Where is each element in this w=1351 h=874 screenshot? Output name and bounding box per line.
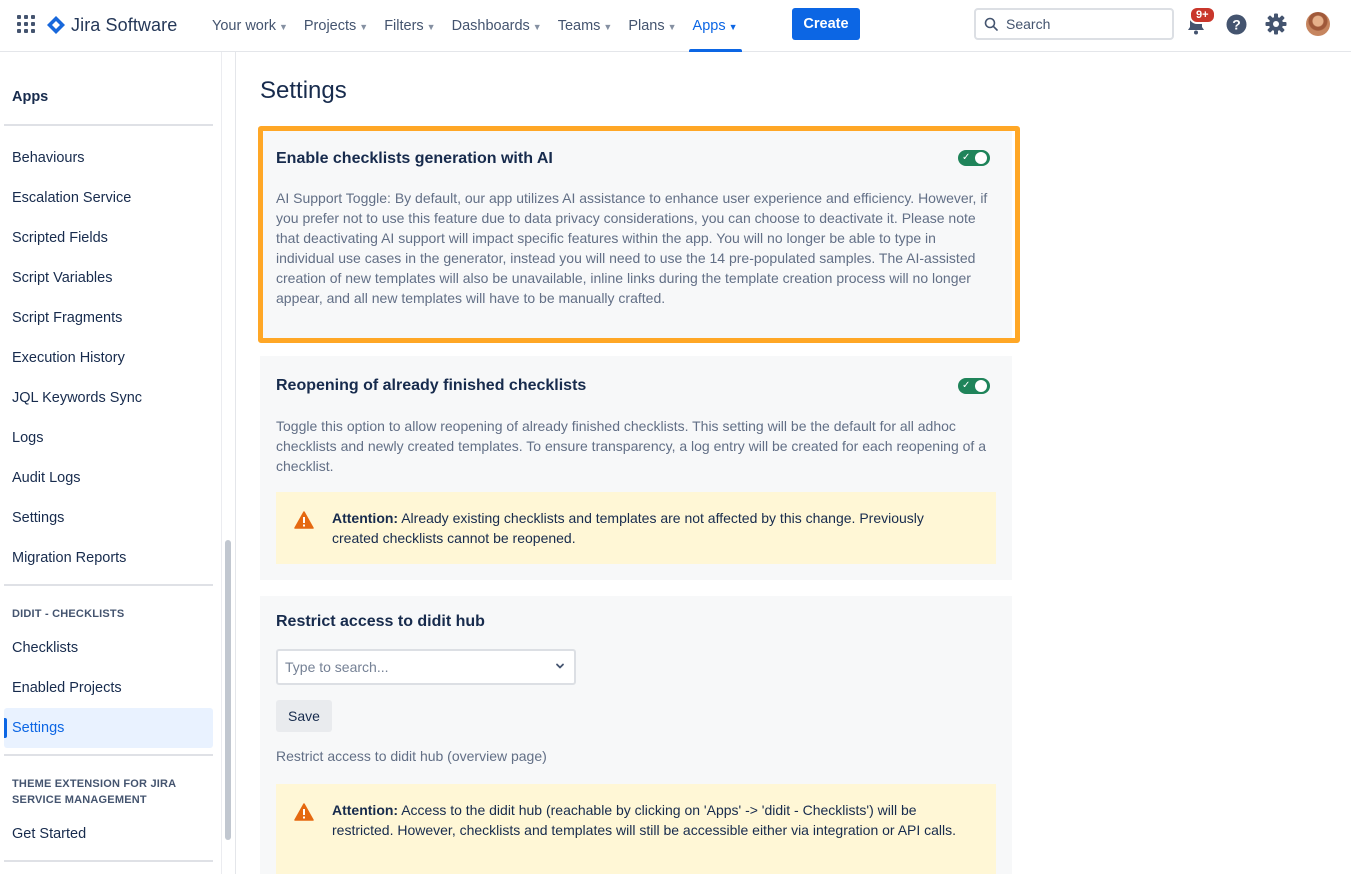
nav-filters[interactable] xyxy=(378,0,441,52)
check-icon: ✓ xyxy=(962,380,971,391)
restrict-access-card xyxy=(260,596,1012,874)
sidebar-divider xyxy=(4,860,213,862)
sidebar-item-script-fragments[interactable]: Script Fragments xyxy=(12,310,123,326)
sidebar-item-didit-settings[interactable]: Settings xyxy=(4,708,213,748)
chevron-down-icon xyxy=(555,661,565,671)
reopen-toggle[interactable] xyxy=(958,378,990,394)
sidebar-group-didit: DIDIT - CHECKLISTS xyxy=(12,608,125,620)
check-icon: ✓ xyxy=(962,152,971,163)
restrict-attention-banner xyxy=(276,784,996,874)
nav-label: Projects xyxy=(303,18,357,34)
user-avatar[interactable] xyxy=(1306,12,1330,36)
sidebar-item-audit-logs[interactable]: Audit Logs xyxy=(12,470,81,486)
chevron-down-icon: ▼ xyxy=(426,22,436,32)
sidebar-group-theme-extension: THEME EXTENSION FOR JIRA SERVICE MANAGEMENT xyxy=(12,778,176,806)
restrict-user-select[interactable] xyxy=(276,649,576,685)
chevron-down-icon: ▼ xyxy=(667,22,677,32)
sidebar-scrollbar[interactable] xyxy=(225,540,231,840)
sidebar-scroll-track xyxy=(221,52,222,874)
attention-message: Already existing checklists and templates are not affected by this change. Previously created checklists cannot be reopened. xyxy=(332,510,924,546)
sidebar-item-settings[interactable]: Settings xyxy=(12,510,65,526)
sidebar-item-enabled-projects[interactable]: Enabled Projects xyxy=(12,680,122,696)
primary-nav xyxy=(206,0,748,52)
nav-label: Dashboards xyxy=(451,18,530,34)
top-navigation xyxy=(0,0,1351,52)
nav-label: Apps xyxy=(692,18,726,34)
reopen-attention-banner xyxy=(276,492,996,564)
brand-name: Jira Software xyxy=(71,14,178,35)
notifications-badge: 9+ xyxy=(1189,6,1216,24)
jira-diamond-icon xyxy=(47,16,65,34)
save-button[interactable]: Save xyxy=(276,700,332,732)
nav-your-work[interactable] xyxy=(206,0,294,52)
sidebar-item-behaviours[interactable]: Behaviours xyxy=(12,150,85,166)
sidebar-divider xyxy=(4,584,213,586)
select-placeholder: Type to search... xyxy=(285,659,389,675)
search-input[interactable] xyxy=(1006,16,1156,32)
chevron-down-icon: ▼ xyxy=(603,22,613,32)
reopen-card-description: Toggle this option to allow reopening of already finished checklists. This setting will be the default for all adhoc checklists and newly created templates. To ensure transparency, a log entry will be created for each reopening of a checklist. xyxy=(276,418,986,474)
sidebar-item-logs[interactable]: Logs xyxy=(12,430,44,446)
reopen-checklists-card xyxy=(260,356,1012,580)
toggle-knob xyxy=(975,380,987,392)
app-switcher-icon[interactable] xyxy=(17,15,35,33)
jira-logo[interactable] xyxy=(47,13,177,37)
nav-label: Plans xyxy=(628,18,665,34)
sidebar-item-migration-reports[interactable]: Migration Reports xyxy=(12,550,127,566)
ai-card-title: Enable checklists generation with AI xyxy=(276,150,553,167)
ai-card-description: AI Support Toggle: By default, our app utilizes AI assistance to enhance user experience and efficiency. However, if you prefer not to use this feature due to data privacy considerations, you can choose to deactivate it. Please note that deactivating AI support will impact specific features within the app. You will no longer be able to type in individual use cases in the generator, instead you will need to use the 14 pre-populated samples. The AI-assisted creation of new templates will also be unavailable, inline links during the template creation process will no longer appear, and all new templates will have to be manually crafted. xyxy=(276,190,988,306)
reopen-card-title: Reopening of already finished checklists xyxy=(276,377,587,394)
search-box[interactable] xyxy=(974,8,1174,40)
sidebar-item-get-started[interactable]: Get Started xyxy=(12,826,87,842)
sidebar-item-jql-keywords-sync[interactable]: JQL Keywords Sync xyxy=(12,390,143,406)
nav-apps[interactable] xyxy=(687,0,744,52)
nav-projects[interactable] xyxy=(298,0,374,52)
svg-text:?: ? xyxy=(1232,16,1241,33)
warning-icon xyxy=(294,803,314,821)
attention-label: Attention: xyxy=(332,510,399,526)
attention-message: Access to the didit hub (reachable by clicking on 'Apps' -> 'didit - Checklists') will be restricted. However, checklists and templates will still be accessible either via integration or API calls. xyxy=(332,802,957,838)
sidebar-heading: Apps xyxy=(12,89,49,105)
page-title: Settings xyxy=(260,77,347,104)
warning-icon xyxy=(294,511,314,529)
create-button[interactable]: Create xyxy=(792,8,860,40)
attention-label: Attention: xyxy=(332,802,399,818)
nav-label: Your work xyxy=(212,18,276,34)
restrict-attention-text xyxy=(332,800,972,840)
ai-card-highlight-outline xyxy=(258,126,1020,343)
sidebar-item-escalation-service[interactable]: Escalation Service xyxy=(12,190,132,206)
sidebar-item-script-variables[interactable]: Script Variables xyxy=(12,270,113,286)
nav-teams[interactable] xyxy=(552,0,619,52)
nav-dashboards[interactable] xyxy=(446,0,548,52)
reopen-attention-text xyxy=(332,508,972,548)
restrict-helper-text: Restrict access to didit hub (overview page) xyxy=(276,748,547,764)
nav-label: Teams xyxy=(557,18,601,34)
settings-gear-icon[interactable] xyxy=(1265,13,1287,35)
sidebar-item-execution-history[interactable]: Execution History xyxy=(12,350,125,366)
sidebar-item-checklists[interactable]: Checklists xyxy=(12,640,79,656)
chevron-down-icon: ▼ xyxy=(532,22,542,32)
chevron-down-icon: ▼ xyxy=(359,22,369,32)
nav-label: Filters xyxy=(384,18,424,34)
nav-plans[interactable] xyxy=(622,0,682,52)
chevron-down-icon: ▼ xyxy=(278,22,288,32)
sidebar-divider xyxy=(4,124,213,126)
sidebar xyxy=(0,52,236,874)
help-icon[interactable] xyxy=(1226,14,1247,35)
sidebar-item-scripted-fields[interactable]: Scripted Fields xyxy=(12,230,108,246)
chevron-down-icon: ▼ xyxy=(728,22,738,32)
restrict-card-title: Restrict access to didit hub xyxy=(276,613,485,630)
search-icon xyxy=(984,17,998,31)
sidebar-divider xyxy=(4,754,213,756)
